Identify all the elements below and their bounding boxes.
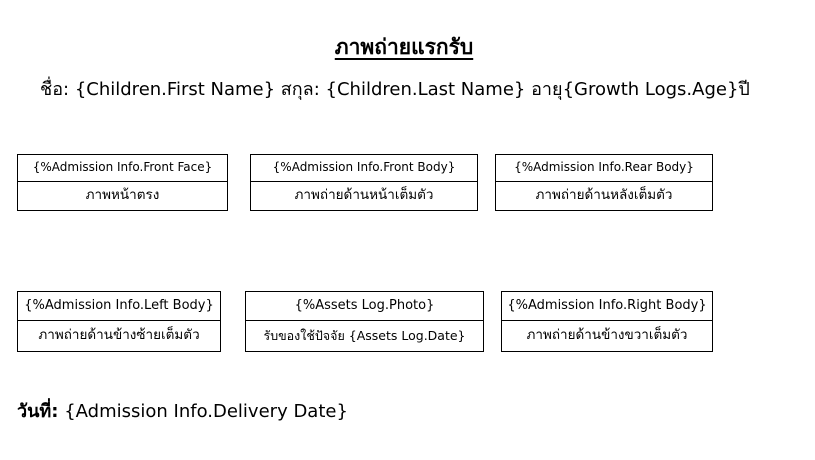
photo-box-left-body [17,291,221,352]
photo-caption-assets: รับของใช้ปัจจัย {Assets Log.Date} [263,328,466,343]
last-name-label: สกุล: [280,79,320,100]
photo-field-right-body: {%Admission Info.Right Body} [502,292,712,321]
date-label: วันที่: [17,401,59,422]
photo-box-right-body [501,291,713,352]
photo-caption-rear-body: ภาพถ่ายด้านหลังเต็มตัว [535,187,673,203]
name-line [40,76,750,104]
photo-caption-right-body: ภาพถ่ายด้านข้างขวาเต็มตัว [526,327,688,343]
photo-field-front-body: {%Admission Info.Front Body} [251,155,477,182]
photo-box-rear-body [495,154,713,211]
date-field: {Admission Info.Delivery Date} [64,401,348,422]
page-title: ภาพถ่ายแรกรับ [334,35,474,59]
photo-caption-front-face: ภาพหน้าตรง [85,187,160,203]
photo-field-rear-body: {%Admission Info.Rear Body} [496,155,712,182]
first-name-label: ชื่อ: [40,79,70,100]
age-label: อายุ [531,79,563,100]
age-field: {Growth Logs.Age} [562,79,739,100]
photo-box-front-face [17,154,228,211]
last-name-field: {Children.Last Name} [325,79,526,100]
photo-field-front-face: {%Admission Info.Front Face} [18,155,227,182]
photo-field-left-body: {%Admission Info.Left Body} [18,292,220,321]
photo-caption-left-body: ภาพถ่ายด้านข้างซ้ายเต็มตัว [38,327,200,343]
photo-box-assets [245,291,484,352]
photo-caption-front-body: ภาพถ่ายด้านหน้าเต็มตัว [294,187,434,203]
photo-field-assets: {%Assets Log.Photo} [246,292,483,321]
delivery-date-line [17,398,348,426]
age-unit: ปี [738,79,750,100]
photo-box-front-body [250,154,478,211]
first-name-field: {Children.First Name} [74,79,276,100]
